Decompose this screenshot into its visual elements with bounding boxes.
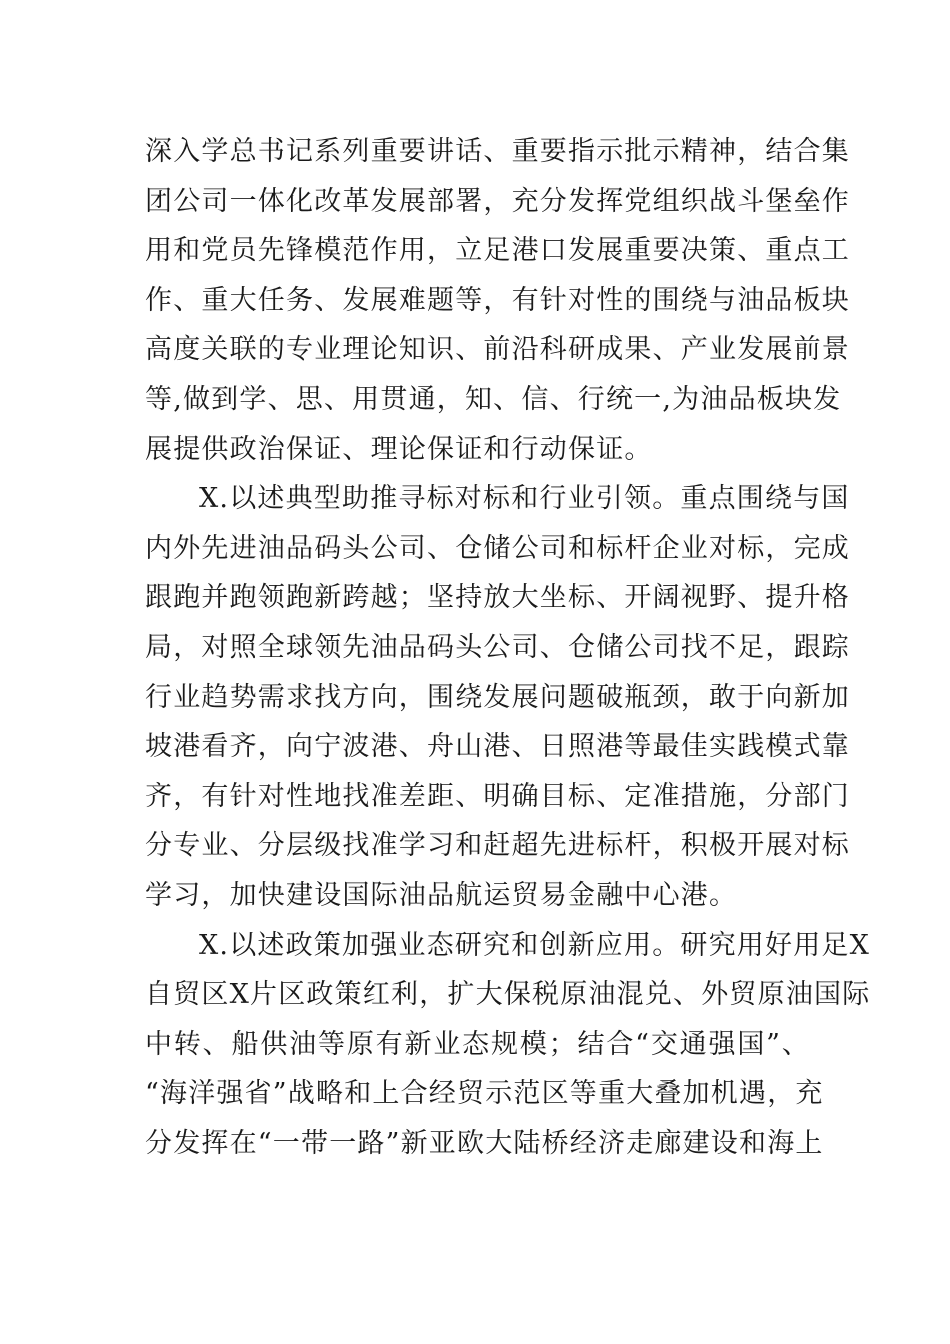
text-line-paragraph-end: 展提供政治保证、理论保证和行动保证。 bbox=[145, 433, 653, 465]
text-line: 高度关联的专业理论知识、前沿科研成果、产业发展前景 bbox=[145, 334, 850, 366]
text-line: 团公司一体化改革发展部署，充分发挥党组织战斗堡垒作 bbox=[145, 185, 850, 217]
text-line-paragraph-start: X.以述典型助推寻标对标和行业引领。重点围绕与国 bbox=[199, 483, 850, 515]
text-line: 中转、船供油等原有新业态规模；结合“交通强国”、 bbox=[145, 1028, 810, 1060]
text-line: 深入学总书记系列重要讲话、重要指示批示精神，结合集 bbox=[145, 136, 850, 167]
text-line: 坡港看齐，向宁波港、舟山港、日照港等最佳实践模式靠 bbox=[145, 731, 850, 763]
text-line: 齐，有针对性地找准差距、明确目标、定准措施，分部门 bbox=[145, 780, 850, 812]
text-line: 用和党员先锋模范作用，立足港口发展重要决策、重点工 bbox=[145, 235, 850, 267]
text-line: 内外先进油品码头公司、仓储公司和标杆企业对标，完成 bbox=[145, 532, 850, 564]
text-line: 分专业、分层级找准学习和赶超先进标杆，积极开展对标 bbox=[145, 830, 850, 862]
text-line: 局，对照全球领先油品码头公司、仓储公司找不足，跟踪 bbox=[145, 631, 850, 663]
document-body bbox=[145, 127, 871, 1168]
text-line: 作、重大任务、发展难题等，有针对性的围绕与油品板块 bbox=[145, 284, 850, 316]
text-line: 分发挥在“一带一路”新亚欧大陆桥经济走廊建设和海上 bbox=[145, 1127, 824, 1159]
text-line: “海洋强省”战略和上合经贸示范区等重大叠加机遇，充 bbox=[145, 1078, 824, 1110]
text-line: 跟跑并跑领跑新跨越；坚持放大坐标、开阔视野、提升格 bbox=[145, 582, 850, 614]
text-line: 自贸区X片区政策红利，扩大保税原油混兑、外贸原油国际 bbox=[145, 979, 871, 1011]
text-line-paragraph-start: X.以述政策加强业态研究和创新应用。研究用好用足X bbox=[199, 929, 871, 961]
text-line: 等,做到学、思、用贯通，知、信、行统一,为油品板块发 bbox=[145, 383, 842, 415]
text-line-paragraph-end: 学习，加快建设国际油品航运贸易金融中心港。 bbox=[145, 879, 738, 911]
text-line: 行业趋势需求找方向，围绕发展问题破瓶颈，敢于向新加 bbox=[145, 681, 850, 713]
